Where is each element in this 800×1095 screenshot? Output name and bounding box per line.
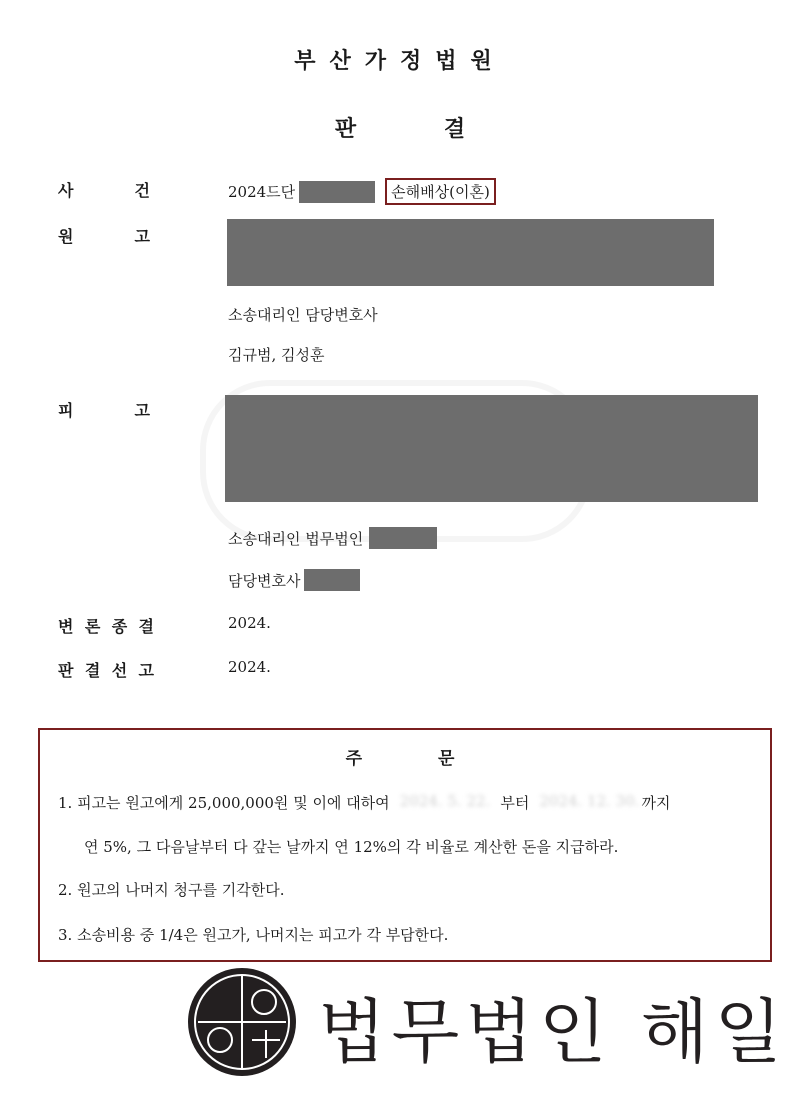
logo-emblem — [188, 968, 296, 1076]
order-item-1-cont: 연 5%, 그 다음날부터 다 갚는 날까지 연 12%의 각 비율로 계산한 돈을 지급하라. — [84, 838, 619, 856]
defendant-attorney-title: 담당변호사 — [228, 571, 301, 590]
order-item-2: 2. 원고의 나머지 청구를 기각한다. — [58, 881, 285, 899]
redaction-block — [299, 181, 375, 203]
case-label: 사 건 — [58, 181, 150, 200]
order-title: 주 문 — [345, 749, 455, 769]
plaintiff-counsel-title: 소송대리인 담당변호사 — [228, 306, 378, 324]
judgment-label: 판 결 선 고 — [58, 661, 154, 680]
defendant-counsel-title: 소송대리인 법무법인 — [228, 529, 364, 548]
order-item-1-until: 까지 — [641, 794, 671, 812]
redaction-block — [369, 527, 437, 549]
closing-date: 2024. — [228, 614, 271, 632]
plaintiff-redaction — [227, 219, 714, 286]
document-type: 판 결 — [334, 117, 466, 142]
redaction-block — [304, 569, 360, 591]
logo-emblem-icon — [188, 968, 296, 1076]
judgment-date: 2024. — [228, 658, 271, 676]
plaintiff-label: 원 고 — [58, 227, 150, 246]
plaintiff-attorneys: 김규범, 김성훈 — [228, 346, 325, 364]
defendant-label: 피 고 — [58, 401, 150, 420]
blurred-date: 2024. 12. 30. — [539, 792, 640, 810]
case-number-row — [228, 178, 496, 205]
order-item-1-from: 부터 — [500, 794, 530, 812]
defendant-counsel-row — [228, 527, 437, 549]
order-item-3: 3. 소송비용 중 1/4은 원고가, 나머지는 피고가 각 부담한다. — [58, 926, 449, 944]
order-item-1-text: 1. 피고는 원고에게 25,000,000원 및 이에 대하여 — [58, 794, 390, 812]
case-number: 2024드단 — [228, 183, 296, 201]
blurred-date: 2024. 5. 22. — [399, 792, 491, 810]
court-name: 부산가정법원 — [294, 49, 506, 74]
defendant-attorney-row — [228, 569, 360, 591]
defendant-redaction — [225, 395, 758, 502]
firm-logo-text: 법무법인 해일 — [318, 991, 788, 1073]
order-item-1 — [58, 792, 671, 813]
closing-label: 변 론 종 결 — [58, 617, 154, 636]
case-name: 손해배상(이혼) — [385, 178, 496, 205]
